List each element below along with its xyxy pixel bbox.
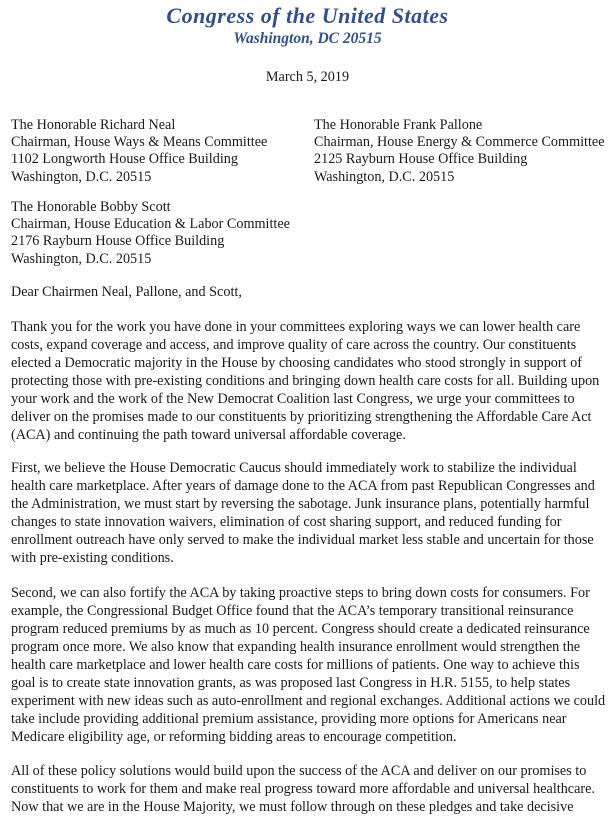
paragraph-line: with pre-existing conditions. [11,550,174,566]
paragraph-line: deliver on the promises made to our constituents by prioritizing strengthening the Affordable Care Act [11,409,592,425]
addressee-line: Washington, D.C. 20515 [314,168,455,185]
addressee-line: The Honorable Bobby Scott [11,199,171,215]
paragraph-line: Thank you for the work you have done in your committees exploring ways we can lower health care [11,319,581,335]
paragraph-line: your work and the work of the New Democrat Coalition last Congress, we urge your committees to [11,391,575,407]
addressee-line: The Honorable Frank Pallone [314,117,483,133]
addressee-scott [11,199,290,268]
paragraph-line: enrollment outreach have only served to make the individual market less stable and uncertain for those [11,532,594,548]
addressee-neal [11,117,267,186]
paragraph-line: program once more. We also know that expanding health insurance enrollment would strengthen the [11,639,581,655]
paragraph-line: All of these policy solutions would build upon the success of the ACA and deliver on our promises to [11,763,587,779]
addressee-pallone [314,117,605,186]
addressee-line: 2125 Rayburn House Office Building [314,151,528,168]
paragraph-line: health care marketplace. After years of damage done to the ACA from past Republican Congresses and [11,478,595,494]
paragraph-line: health care marketplace and lower health care costs for millions of patients. One way to achieve this [11,657,580,673]
salutation: Dear Chairmen Neal, Pallone, and Scott, [11,284,242,300]
paragraph-line: Second, we can also fortify the ACA by taking proactive steps to bring down costs for consumers. For [11,585,590,601]
paragraph-line: First, we believe the House Democratic Caucus should immediately work to stabilize the individual [11,460,577,476]
paragraph-line: costs, expand coverage and access, and improve quality of care across the country. Our constituents [11,337,577,353]
paragraph-line: protecting those with pre-existing conditions and bringing down health care costs for all. Building upon [11,373,600,389]
addressee-line: 1102 Longworth House Office Building [11,151,238,168]
addressee-line: 2176 Rayburn House Office Building [11,233,225,250]
paragraph-first [11,459,608,567]
paragraph-line: goal is to create state innovation grants, as was proposed last Congress in H.R. 5155, to help states [11,675,571,691]
addressee-line: Chairman, House Energy & Commerce Committee [314,134,605,151]
letterhead-title: Congress of the United States [166,3,449,28]
addressee-line: The Honorable Richard Neal [11,117,176,133]
paragraph-line: elected a Democratic majority in the House by choosing candidates who stood strongly in support of [11,355,582,371]
letterhead-location: Washington, DC 20515 [233,30,382,47]
paragraph-second [11,584,608,746]
paragraph-line: program reduced premiums by as much as 10 percent. Congress should create a dedicated reinsurance [11,621,590,637]
paragraph-line: (ACA) and continuing the path toward universal affordable coverage. [11,427,406,443]
paragraph-intro [11,318,608,444]
addressee-line: Chairman, House Ways & Means Committee [11,134,268,151]
addressee-line: Chairman, House Education & Labor Committee [11,216,290,233]
paragraph-line: constituents to work for them and make real progress toward more affordable and universal healthcare. [11,781,595,797]
addressee-line: Washington, D.C. 20515 [11,168,152,185]
paragraph-line: experiment with new ideas such as auto-enrollment and regional exchanges. Additional actions we could [11,693,606,709]
paragraph-line: Now that we are in the House Majority, we must follow through on these pledges and take decisive [11,799,574,815]
paragraph-line: changes to state innovation waivers, elimination of cost sharing support, and reduced funding for [11,514,562,530]
paragraph-line: take include providing additional premium assistance, providing more options for Americans near [11,711,567,727]
addressee-line: Washington, D.C. 20515 [11,250,152,267]
paragraph-line: Medicare eligibility age, or reforming bidding areas to encourage competition. [11,729,457,745]
paragraph-line: example, the Congressional Budget Office found that the ACA’s temporary transitional reinsurance [11,603,574,619]
letter-date: March 5, 2019 [265,69,350,85]
paragraph-line: the Administration, we must start by reversing the sabotage. Junk insurance plans, potentially harmful [11,496,590,512]
paragraph-closing [11,762,608,816]
